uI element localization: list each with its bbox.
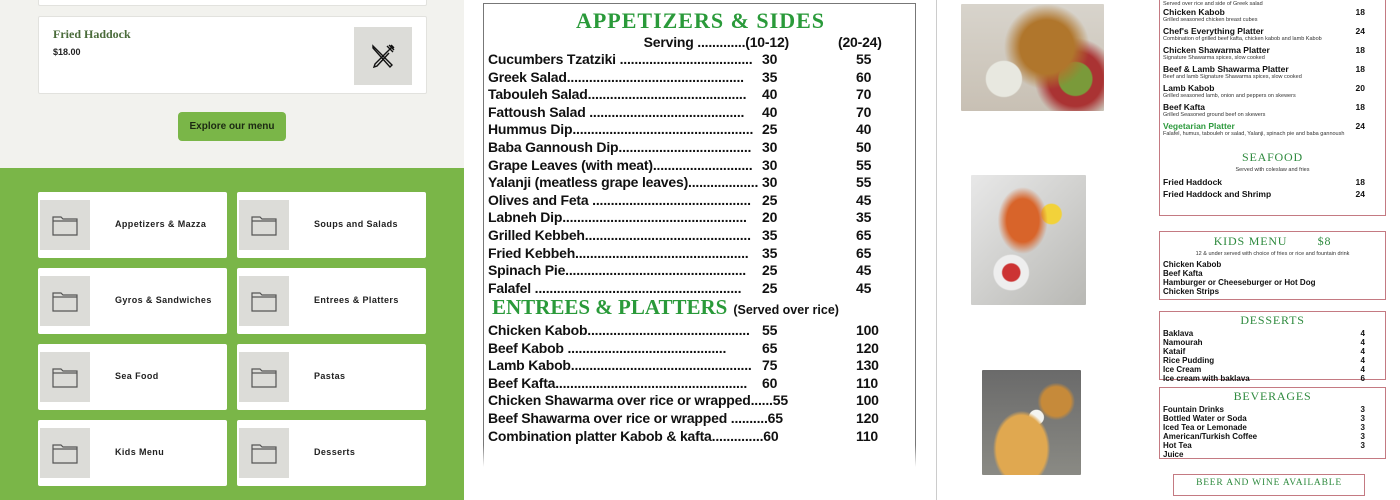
item-name: Hamburger or Cheeseburger or Hot Dog	[1163, 278, 1316, 287]
desserts-title: DESSERTS	[1240, 313, 1305, 327]
seafood-item	[1160, 176, 1385, 188]
price-large: 65	[856, 244, 872, 261]
item-name: Kataif	[1163, 347, 1186, 356]
item-name: Chicken Strips	[1163, 287, 1220, 296]
item-name: American/Turkish Coffee	[1163, 432, 1258, 441]
price-small: 30	[762, 139, 778, 155]
price-small: 60	[762, 374, 778, 391]
item-name: Fountain Drinks	[1163, 405, 1224, 414]
price-small: 75	[762, 357, 778, 374]
platter-item	[1160, 102, 1385, 112]
menu-row	[488, 157, 911, 175]
beverage-item	[1160, 441, 1385, 450]
price-large: 70	[856, 103, 872, 120]
category-label: Soups and Salads	[314, 219, 398, 229]
item-description: Falafel, humus, tabouleh or salad, Yalanji, spinach pie and baba gannoush	[1163, 131, 1345, 137]
item-price: 4	[1360, 329, 1365, 338]
price-large: 45	[856, 191, 872, 208]
item-name: Beef & Lamb Shawarma Platter	[1163, 64, 1289, 74]
category-label: Desserts	[314, 447, 356, 457]
price-large: 110	[856, 427, 878, 444]
item-description: Grilled seasoned lamb, onion and peppers on skewers	[1163, 93, 1296, 99]
price-small: 25	[762, 121, 778, 138]
category-card[interactable]	[237, 268, 426, 334]
beverage-item	[1160, 414, 1385, 423]
seafood-item	[1160, 188, 1385, 200]
platter-item	[1160, 45, 1385, 55]
item-name: Yalanji (meatless grape leaves)...................	[488, 174, 759, 191]
platters-box	[1159, 0, 1386, 216]
kids-item	[1160, 269, 1385, 278]
price-large: 45	[856, 279, 872, 296]
menu-row	[488, 104, 911, 122]
item-name: Tabouleh Salad...........................................	[488, 86, 747, 103]
item-price: 4	[1360, 365, 1365, 374]
item-name: Baklava	[1163, 329, 1194, 338]
price-large: 40	[856, 121, 872, 138]
item-name: Lamb Kabob	[1163, 83, 1215, 93]
price-large: 110	[856, 374, 878, 391]
dessert-item	[1160, 347, 1385, 356]
image-fade	[464, 445, 936, 500]
item-name: Grilled Kebbeh.............................................	[488, 227, 751, 243]
beverage-item	[1160, 432, 1385, 441]
item-name: Fried Haddock	[1163, 177, 1223, 187]
item-price: 18	[1355, 7, 1365, 17]
item-price: 20	[1355, 83, 1365, 93]
price-large: 35	[856, 209, 872, 226]
menu-row	[488, 245, 911, 263]
category-label: Appetizers & Mazza	[115, 219, 207, 229]
dessert-item	[1160, 374, 1385, 383]
dish-price: $18.00	[53, 47, 81, 57]
price-small: 20	[762, 209, 778, 226]
menu-row	[488, 209, 911, 227]
beverage-item	[1160, 423, 1385, 432]
price-small: 30	[762, 156, 778, 173]
item-name: Juice	[1163, 450, 1184, 459]
price-small: 35	[762, 227, 778, 243]
item-name: Bottled Water or Soda	[1163, 414, 1247, 423]
serving-large-label: (20-24)	[838, 34, 882, 50]
price-large: 60	[856, 68, 872, 85]
price-small: 25	[762, 279, 778, 296]
item-name: Fattoush Salad ..........................................	[488, 103, 745, 120]
item-name: Ice cream with baklava	[1163, 374, 1250, 383]
item-name: Beef Shawarma over rice or wrapped ..........	[488, 410, 768, 426]
menu-row	[488, 121, 911, 139]
menu-row	[488, 340, 911, 358]
menu-row	[488, 357, 911, 375]
price-large: 55	[856, 174, 872, 191]
folder-icon	[239, 200, 289, 250]
folder-icon	[239, 276, 289, 326]
item-description: Grilled seasoned chicken breast cubes	[1163, 17, 1258, 23]
beverages-box	[1159, 387, 1386, 459]
item-price: 18	[1355, 102, 1365, 112]
item-price: 3	[1360, 432, 1365, 441]
item-name: Beef Kabob ...........................................	[488, 339, 727, 356]
item-name: Falafel ........................................................	[488, 279, 742, 296]
menu-row	[488, 192, 911, 210]
kids-note: 12 & under served with choice of fries or rice and fountain drink	[1195, 251, 1350, 257]
desserts-box	[1159, 311, 1386, 383]
price-large: 50	[856, 139, 872, 155]
item-name: Chicken Kabob	[1163, 260, 1222, 269]
entrees-title: ENTREES & PLATTERS	[492, 295, 728, 319]
item-price: 3	[1360, 414, 1365, 423]
item-name: Rice Pudding	[1163, 356, 1215, 365]
item-name: Hot Tea	[1163, 441, 1192, 450]
kids-item	[1160, 278, 1385, 287]
price-small: 30	[762, 174, 778, 191]
food-photo-pastries[interactable]	[982, 370, 1081, 475]
category-card[interactable]	[38, 268, 227, 334]
item-description: Combination of grilled beef kafta, chicken kabob and lamb Kabob	[1163, 36, 1322, 42]
category-card[interactable]	[237, 192, 426, 258]
item-name: Chicken Shawarma over rice or wrapped......	[488, 392, 773, 409]
category-card[interactable]	[38, 420, 227, 486]
category-label: Entrees & Platters	[314, 295, 399, 305]
item-price: 3	[1360, 423, 1365, 432]
folder-icon	[40, 276, 90, 326]
item-name: Ice Cream	[1163, 365, 1202, 374]
item-price: 6	[1360, 374, 1365, 383]
menu-row	[488, 86, 911, 104]
price-small: 35	[762, 244, 778, 261]
item-name: Olives and Feta ...........................................	[488, 191, 751, 208]
price-small: 60	[763, 427, 779, 444]
seafood-title: SEAFOOD	[1242, 150, 1303, 164]
item-name: Grape Leaves (with meat)...........................	[488, 156, 753, 173]
category-label: Pastas	[314, 371, 346, 381]
platter-item	[1160, 64, 1385, 74]
category-card[interactable]	[38, 192, 227, 258]
price-small: 25	[762, 191, 778, 208]
seafood-note: Served with coleslaw and fries	[1235, 167, 1310, 173]
item-name: Lamb Kabob.................................................	[488, 357, 752, 374]
menu-row	[488, 375, 911, 393]
menu-row	[488, 262, 911, 280]
menu-row	[488, 392, 911, 410]
item-name: Fried Kebbeh...............................................	[488, 244, 749, 261]
menu-row	[488, 428, 911, 446]
restaurant-site-panel	[0, 0, 464, 500]
category-card[interactable]	[237, 420, 426, 486]
dessert-item	[1160, 338, 1385, 347]
platter-item	[1160, 83, 1385, 93]
kids-item	[1160, 287, 1385, 296]
item-price: 24	[1355, 189, 1365, 199]
beer-wine-box	[1173, 474, 1365, 496]
category-card[interactable]	[237, 344, 426, 410]
menu-row	[488, 139, 911, 157]
kids-item	[1160, 260, 1385, 269]
item-name: Beef Kafta	[1163, 269, 1203, 278]
item-description: Beef and lamb Signature Shawarma spices, slow cooked	[1163, 74, 1302, 80]
price-large: 55	[856, 156, 872, 173]
previous-dish-card[interactable]	[38, 0, 427, 6]
item-price: 3	[1360, 441, 1365, 450]
item-price: 4	[1360, 347, 1365, 356]
dessert-item	[1160, 365, 1385, 374]
beverage-item	[1160, 450, 1385, 459]
item-description: Grilled Seasoned ground beef on skewers	[1163, 112, 1266, 118]
menu-row	[488, 227, 911, 245]
item-name: Chicken Kabob	[1163, 7, 1225, 17]
item-name: Fried Haddock and Shrimp	[1163, 189, 1272, 199]
folder-icon	[40, 352, 90, 402]
price-large: 55	[856, 51, 872, 67]
item-name: Hummus Dip.................................................	[488, 121, 754, 138]
item-name: Spinach Pie.................................................	[488, 262, 746, 279]
price-small: 65	[767, 410, 783, 426]
item-name: Chicken Kabob............................................	[488, 322, 750, 338]
appetizers-title: APPETIZERS & SIDES	[575, 8, 826, 33]
item-description: Signature Shawarma spices, slow cooked	[1163, 55, 1265, 61]
item-name: Vegetarian Platter	[1163, 121, 1235, 131]
price-large: 70	[856, 86, 872, 103]
platters-note: Served over rice and side of Greek salad	[1163, 1, 1263, 7]
price-large: 120	[856, 339, 879, 356]
folder-icon	[239, 428, 289, 478]
menu-row	[488, 410, 911, 428]
item-price: 18	[1355, 45, 1365, 55]
platter-item	[1160, 7, 1385, 17]
item-name: Labneh Dip..................................................	[488, 209, 747, 226]
price-large: 100	[856, 392, 879, 409]
beverage-item	[1160, 405, 1385, 414]
menu-row	[488, 322, 911, 340]
item-name: Cucumbers Tzatziki ....................................	[488, 51, 753, 67]
item-name: Iced Tea or Lemonade	[1163, 423, 1247, 432]
dish-name: Fried Haddock	[53, 27, 131, 41]
kids-title: KIDS MENU $8	[1213, 234, 1332, 248]
price-small: 25	[762, 262, 778, 279]
price-small: 55	[772, 392, 788, 409]
serving-label: Serving .............(10-12)	[643, 34, 789, 50]
entrees-note: (Served over rice)	[733, 303, 839, 317]
menu-row	[488, 51, 911, 69]
explore-menu-button[interactable]: Explore our menu	[178, 112, 286, 141]
item-name: Namourah	[1163, 338, 1203, 347]
item-price: 4	[1360, 356, 1365, 365]
item-name: Beef Kafta....................................................	[488, 374, 748, 391]
item-name: Baba Gannoush Dip....................................	[488, 139, 752, 155]
beverages-title: BEVERAGES	[1233, 389, 1312, 403]
food-photo-fried-haddock[interactable]	[971, 175, 1086, 305]
price-large: 130	[856, 357, 879, 374]
item-price: 24	[1355, 26, 1365, 36]
menu-row	[488, 69, 911, 87]
item-name: Greek Salad................................................	[488, 68, 744, 85]
item-price: 18	[1355, 64, 1365, 74]
price-small: 35	[762, 68, 778, 85]
price-large: 120	[856, 410, 879, 426]
catering-menu-image	[483, 3, 916, 473]
category-label: Sea Food	[115, 371, 159, 381]
price-small: 65	[762, 339, 778, 356]
platter-item	[1160, 121, 1385, 131]
menu-row	[488, 174, 911, 192]
dessert-item	[1160, 329, 1385, 338]
category-card[interactable]	[38, 344, 227, 410]
category-label: Gyros & Sandwiches	[115, 295, 212, 305]
kids-menu-box	[1159, 231, 1386, 300]
beer-wine-note: BEER AND WINE AVAILABLE	[1196, 478, 1342, 488]
entrees-header	[492, 295, 839, 320]
item-price: 3	[1360, 405, 1365, 414]
item-name: Chicken Shawarma Platter	[1163, 45, 1270, 55]
category-label: Kids Menu	[115, 447, 165, 457]
item-name: Beef Kafta	[1163, 102, 1206, 112]
folder-icon	[40, 200, 90, 250]
price-small: 30	[762, 51, 778, 67]
folder-icon	[40, 428, 90, 478]
price-large: 65	[856, 227, 872, 243]
item-price: 24	[1355, 121, 1365, 131]
price-large: 45	[856, 262, 872, 279]
price-small: 40	[762, 86, 778, 103]
price-small: 55	[762, 322, 778, 338]
dessert-item	[1160, 356, 1385, 365]
item-price: 18	[1355, 177, 1365, 187]
item-name: Combination platter Kabob & kafta..............	[488, 427, 764, 444]
item-price: 4	[1360, 338, 1365, 347]
folder-icon	[239, 352, 289, 402]
fork-knife-icon	[354, 27, 412, 85]
dish-card[interactable]	[38, 16, 427, 94]
price-small: 40	[762, 103, 778, 120]
price-large: 100	[856, 322, 879, 338]
food-photo-kabob-platter[interactable]	[961, 4, 1104, 111]
divider	[936, 0, 937, 500]
platter-item	[1160, 26, 1385, 36]
item-name: Chef's Everything Platter	[1163, 26, 1264, 36]
